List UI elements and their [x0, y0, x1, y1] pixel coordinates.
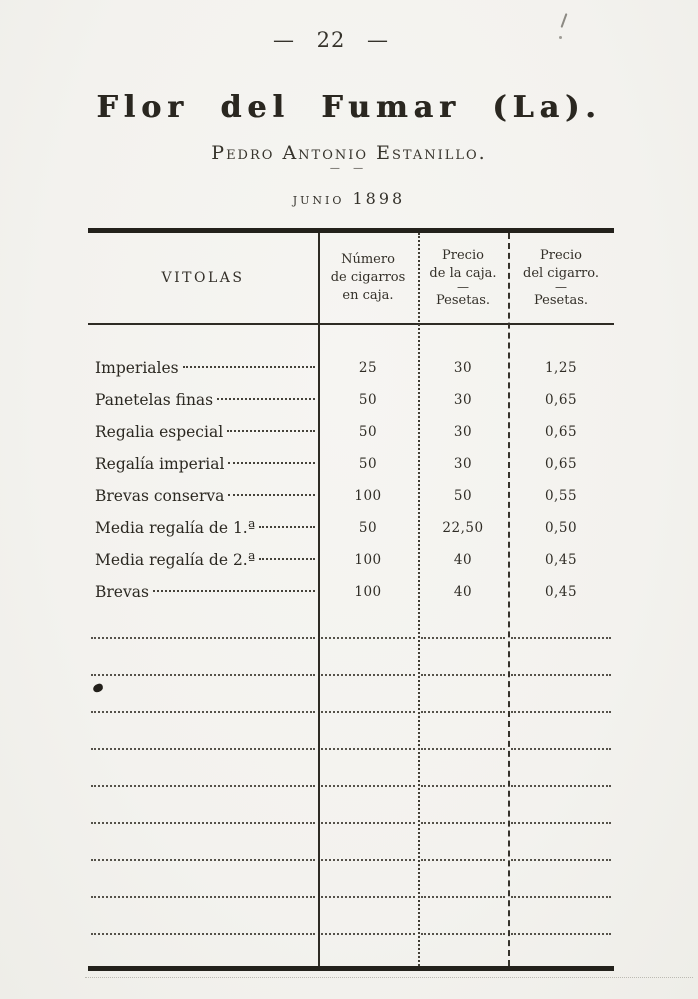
- empty-cell: [421, 898, 505, 935]
- empty-cell: [421, 824, 505, 861]
- vitola-name: Imperiales: [95, 359, 179, 377]
- precio-cigarro-value: 1,25: [544, 360, 578, 376]
- table-header-row: [88, 233, 614, 325]
- table-row: [88, 544, 614, 576]
- divider-ornament: — —: [329, 163, 369, 174]
- precio-caja-value: 30: [453, 360, 473, 376]
- empty-cell: [91, 824, 315, 861]
- column-separator-3: [508, 233, 510, 966]
- table-row: [88, 448, 614, 480]
- empty-cell: [421, 750, 505, 787]
- header-line: del cigarro.: [523, 265, 599, 281]
- header-line: en caja.: [342, 288, 394, 303]
- empty-table-row: [88, 608, 614, 639]
- precio-cigarro-value: 0,50: [544, 520, 578, 536]
- header-dash: —: [555, 279, 567, 294]
- empty-cell: [91, 861, 315, 898]
- column-separator-1: [318, 233, 320, 966]
- empty-cell: [511, 861, 611, 898]
- empty-cell: [91, 787, 315, 824]
- price-table: [88, 228, 614, 971]
- empty-cell: [421, 713, 505, 750]
- precio-caja-value: 30: [453, 392, 473, 408]
- header-vitolas: VITOLAS: [161, 270, 245, 286]
- precio-caja-value: 22,50: [442, 520, 484, 536]
- empty-cell: [421, 676, 505, 713]
- empty-cell: [321, 639, 415, 676]
- date-line: junio 1898: [292, 189, 406, 208]
- precio-cigarro-value: 0,65: [544, 392, 578, 408]
- dotted-leader: [227, 430, 315, 432]
- table-row: [88, 576, 614, 608]
- empty-cell: [511, 639, 611, 676]
- empty-rows-section: [88, 608, 614, 935]
- numero-value: 50: [358, 424, 378, 440]
- table-row: [88, 416, 614, 448]
- empty-table-row: [88, 787, 614, 824]
- dotted-leader: [259, 558, 315, 560]
- vitola-name: Media regalía de 1.ª: [95, 519, 256, 537]
- precio-cigarro-value: 0,45: [544, 552, 578, 568]
- dotted-leader: [217, 398, 315, 400]
- empty-table-row: [88, 861, 614, 898]
- empty-table-row: [88, 713, 614, 750]
- header-dash: —: [457, 279, 469, 294]
- header-numero-cigarros: [318, 233, 418, 323]
- table-body: [88, 325, 614, 608]
- column-separator-2: [418, 233, 420, 966]
- empty-table-row: [88, 676, 614, 713]
- empty-cell: [321, 608, 415, 639]
- table-row: [88, 512, 614, 544]
- empty-cell: [321, 824, 415, 861]
- page-bottom-rule: [85, 977, 693, 978]
- numero-value: 25: [358, 360, 378, 376]
- empty-cell: [421, 608, 505, 639]
- empty-cell: [91, 608, 315, 639]
- empty-table-row: [88, 824, 614, 861]
- empty-cell: [321, 861, 415, 898]
- page-number: — 22 —: [272, 28, 390, 52]
- header-unit: Pesetas.: [534, 292, 588, 308]
- header-line: Precio: [442, 247, 484, 263]
- numero-value: 100: [354, 488, 382, 504]
- dotted-leader: [153, 590, 315, 592]
- vitola-name: Regalía imperial: [95, 455, 225, 473]
- precio-cigarro-value: 0,55: [544, 488, 578, 504]
- precio-caja-value: 30: [453, 424, 473, 440]
- empty-table-row: [88, 898, 614, 935]
- header-line: de cigarros: [330, 270, 406, 285]
- numero-value: 100: [354, 584, 382, 600]
- scan-artifact-stroke: [560, 13, 567, 28]
- dotted-leader: [228, 462, 315, 464]
- precio-cigarro-value: 0,65: [544, 456, 578, 472]
- table-row: [88, 384, 614, 416]
- dotted-leader: [183, 366, 315, 368]
- empty-cell: [321, 750, 415, 787]
- empty-cell: [321, 898, 415, 935]
- precio-caja-value: 40: [453, 552, 473, 568]
- header-line: Precio: [540, 247, 582, 263]
- empty-cell: [511, 608, 611, 639]
- empty-cell: [421, 861, 505, 898]
- empty-cell: [511, 898, 611, 935]
- author-name: Pedro Antonio Estanillo.: [211, 142, 487, 164]
- vitola-name: Media regalía de 2.ª: [95, 551, 256, 569]
- numero-value: 50: [358, 392, 378, 408]
- empty-cell: [91, 639, 315, 676]
- vitola-name: Panetelas finas: [95, 391, 214, 409]
- numero-value: 50: [358, 520, 378, 536]
- empty-cell: [321, 787, 415, 824]
- precio-caja-value: 30: [453, 456, 473, 472]
- numero-value: 50: [358, 456, 378, 472]
- header-unit: Pesetas.: [436, 292, 490, 308]
- table-row: [88, 480, 614, 512]
- vitola-name: Regalia especial: [95, 423, 224, 441]
- empty-table-row: [88, 639, 614, 676]
- empty-cell: [321, 713, 415, 750]
- empty-cell: [91, 898, 315, 935]
- numero-value: 100: [354, 552, 382, 568]
- empty-cell: [91, 750, 315, 787]
- vitola-name: Brevas: [95, 583, 149, 601]
- empty-cell: [421, 787, 505, 824]
- vitola-name: Brevas conserva: [95, 487, 225, 505]
- header-line: Número: [341, 252, 395, 267]
- page-title: Flor del Fumar (La).: [96, 90, 602, 125]
- empty-cell: [511, 750, 611, 787]
- header-precio-cigarro: [508, 233, 614, 323]
- header-precio-caja: [418, 233, 508, 323]
- precio-cigarro-value: 0,45: [544, 584, 578, 600]
- empty-cell: [91, 713, 315, 750]
- precio-caja-value: 40: [453, 584, 473, 600]
- header-line: de la caja.: [429, 265, 497, 281]
- dotted-leader: [259, 526, 315, 528]
- empty-cell: [511, 713, 611, 750]
- empty-cell: [91, 676, 315, 713]
- empty-cell: [511, 787, 611, 824]
- empty-cell: [421, 639, 505, 676]
- table-row: [88, 352, 614, 384]
- empty-cell: [321, 676, 415, 713]
- dotted-leader: [228, 494, 315, 496]
- precio-caja-value: 50: [453, 488, 473, 504]
- empty-table-row: [88, 750, 614, 787]
- precio-cigarro-value: 0,65: [544, 424, 578, 440]
- empty-cell: [511, 824, 611, 861]
- empty-cell: [511, 676, 611, 713]
